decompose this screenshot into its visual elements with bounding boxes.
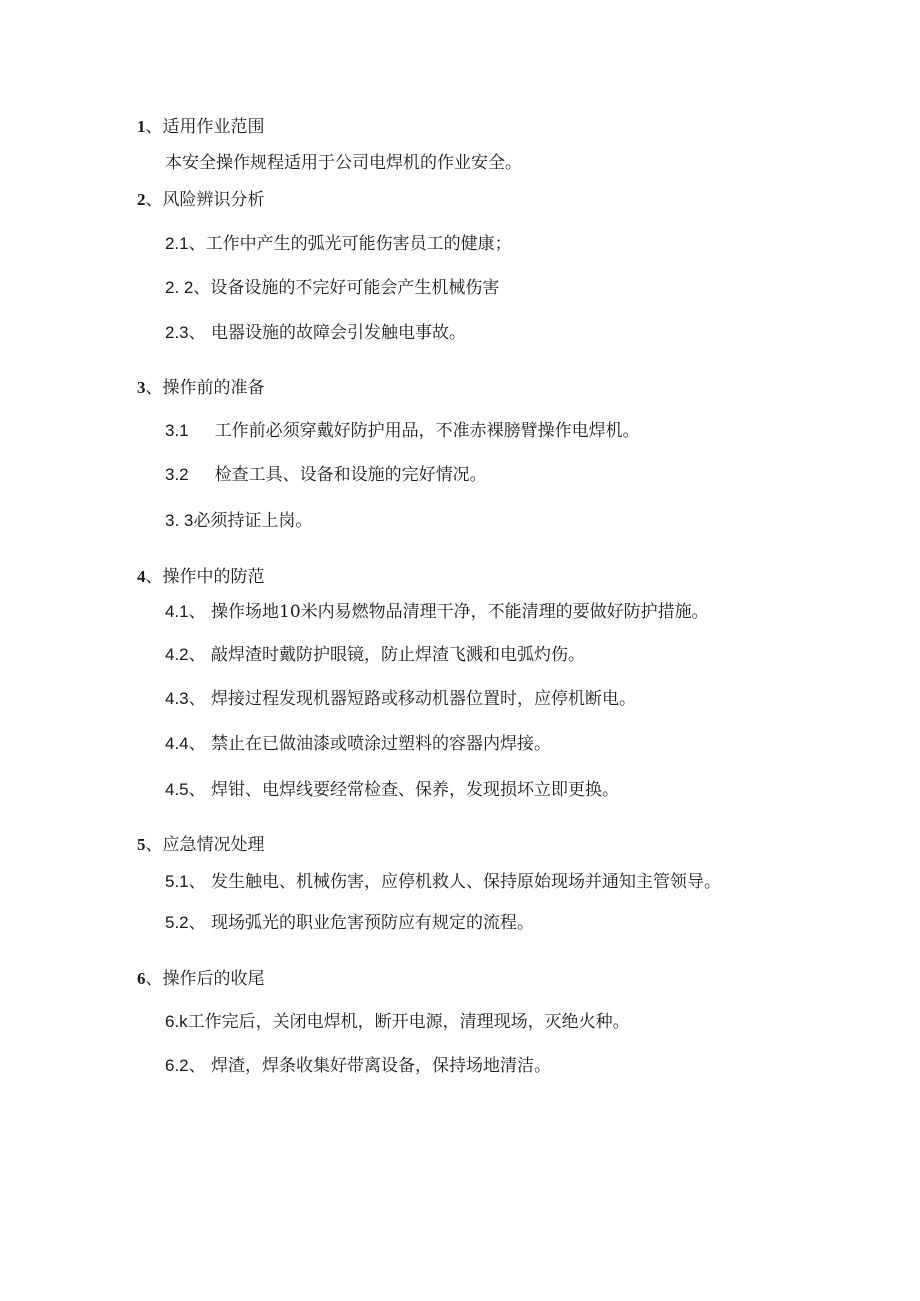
item-number: 4.4 <box>165 734 189 753</box>
list-item <box>165 688 636 710</box>
item-number: 2.1 <box>165 234 189 253</box>
section-2-heading <box>137 189 265 211</box>
section-title: 、操作后的收尾 <box>145 969 265 989</box>
list-item <box>165 912 534 934</box>
item-text: 、 现场弧光的职业危害预防应有规定的流程。 <box>188 913 535 933</box>
item-text: 、工作中产生的弧光可能伤害员工的健康； <box>188 234 512 254</box>
section-4-heading <box>137 566 265 588</box>
section-5-heading <box>137 834 265 856</box>
section-number: 6 <box>137 969 146 988</box>
section-title: 、适用作业范围 <box>145 117 265 137</box>
section-title: 、操作中的防范 <box>145 567 265 587</box>
section-number: 2 <box>137 190 146 209</box>
list-item <box>165 644 585 666</box>
list-item <box>165 233 512 255</box>
list-item <box>165 733 551 755</box>
item-text: 、 焊接过程发现机器短路或移动机器位置时，应停机断电。 <box>188 689 637 709</box>
list-item <box>165 277 499 299</box>
section-6-heading <box>137 968 265 990</box>
item-text: 工作完后，关闭电焊机，断开电源，清理现场，灭绝火种。 <box>187 1012 630 1032</box>
section-1-heading <box>137 116 265 138</box>
item-text: 工作前必须穿戴好防护用品，不准赤裸膀臂操作电焊机。 <box>214 421 640 441</box>
item-number: 3.2 <box>165 465 189 484</box>
section-3-heading <box>137 377 265 399</box>
item-text: 、 禁止在已做油漆或喷涂过塑料的容器内焊接。 <box>188 734 552 754</box>
item-text: 、 焊钳、电焊线要经常检查、保养，发现损坏立即更换。 <box>188 780 620 800</box>
item-text: 、 敲焊渣时戴防护眼镜，防止焊渣飞溅和电弧灼伤。 <box>188 645 586 665</box>
item-number: 2.3 <box>165 323 189 342</box>
item-text: 、 发生触电、机械伤害，应停机救人、保持原始现场并通知主管领导。 <box>188 872 722 892</box>
item-text: 必须持证上岗。 <box>193 511 313 531</box>
list-item <box>165 1011 630 1033</box>
list-item <box>165 1055 551 1077</box>
section-number: 4 <box>137 567 146 586</box>
item-number: 4.1 <box>165 602 189 621</box>
list-item <box>165 464 487 486</box>
list-item <box>165 601 709 623</box>
item-text: 、 焊渣，焊条收集好带离设备，保持场地清洁。 <box>188 1056 552 1076</box>
section-title: 、风险辨识分析 <box>145 190 265 210</box>
item-text: 、设备设施的不完好可能会产生机械伤害 <box>193 278 500 298</box>
item-number: 6.k <box>165 1012 188 1031</box>
item-text: 、 电器设施的故障会引发触电事故。 <box>188 323 467 343</box>
section-number: 5 <box>137 835 146 854</box>
item-number: 3. 3 <box>165 511 194 530</box>
item-number: 5.2 <box>165 913 189 932</box>
section-1-text: 本安全操作规程适用于公司电焊机的作业安全。 <box>165 153 522 173</box>
list-item <box>165 779 619 801</box>
section-number: 1 <box>137 117 146 136</box>
section-title: 、操作前的准备 <box>145 378 265 398</box>
item-number: 6.2 <box>165 1056 189 1075</box>
list-item <box>165 420 640 442</box>
item-number: 2. 2 <box>165 278 194 297</box>
list-item <box>165 871 721 893</box>
item-number: 4.5 <box>165 780 189 799</box>
section-number: 3 <box>137 378 146 397</box>
list-item <box>165 322 466 344</box>
list-item <box>165 510 312 532</box>
section-title: 、应急情况处理 <box>145 835 265 855</box>
item-number: 5.1 <box>165 872 189 891</box>
item-text: 检查工具、设备和设施的完好情况。 <box>214 465 487 485</box>
item-number: 3.1 <box>165 421 189 440</box>
item-number: 4.2 <box>165 645 189 664</box>
item-number: 4.3 <box>165 689 189 708</box>
item-text: 、 操作场地10米内易燃物品清理干净，不能清理的要做好防护措施。 <box>188 602 709 622</box>
